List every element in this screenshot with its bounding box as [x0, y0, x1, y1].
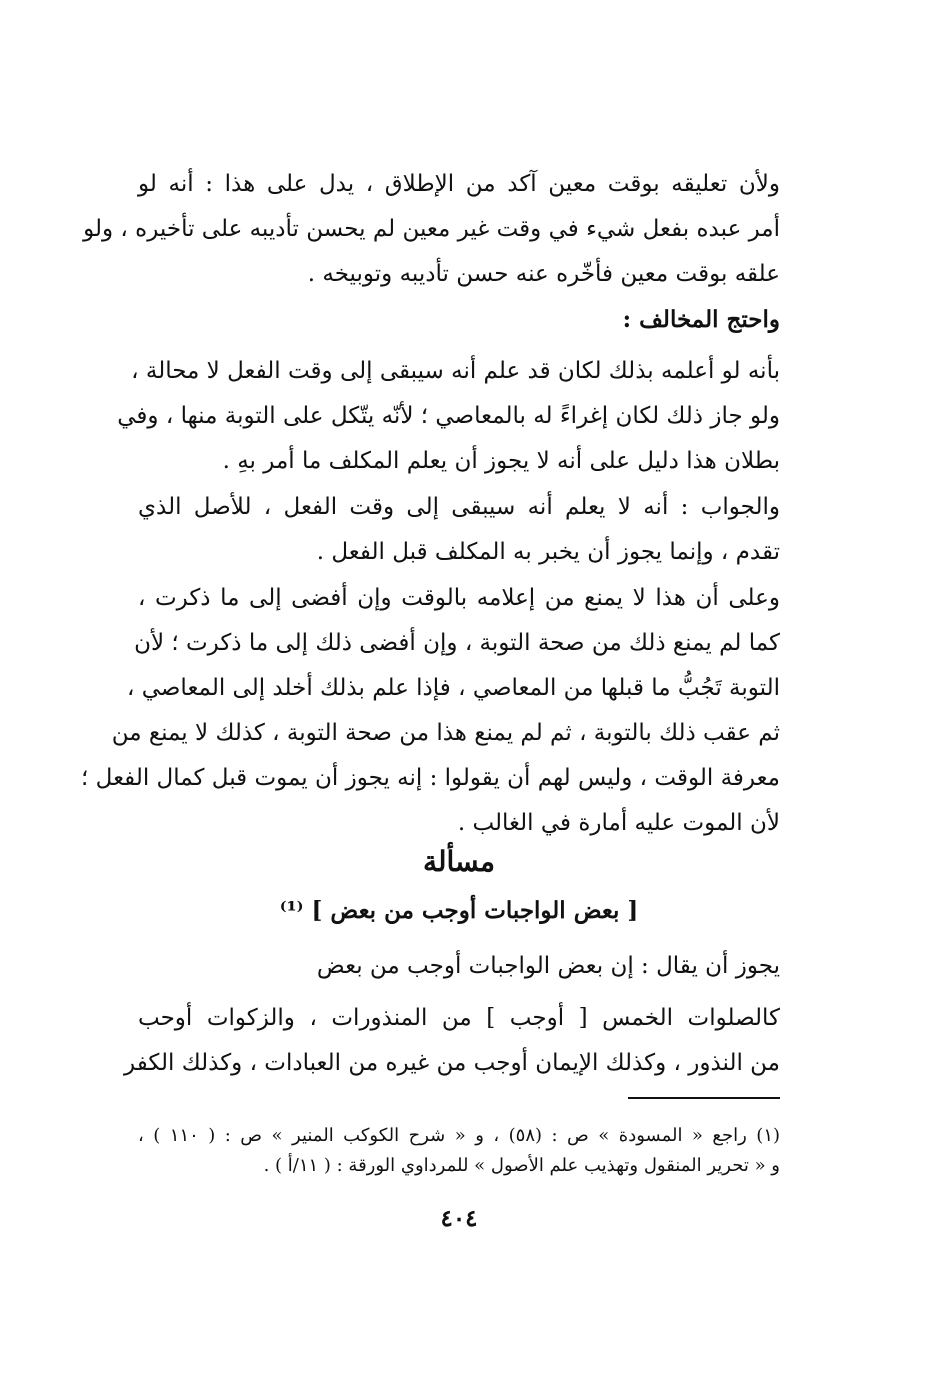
text-line: معرفة الوقت ، وليس لهم أن يقولوا : إنه يجوز أن يموت قبل كمال الفعل ؛	[81, 765, 780, 791]
text-line: ثم عقب ذلك بالتوبة ، ثم لم يمنع هذا من صحة التوبة ، كذلك لا يمنع من	[111, 720, 780, 746]
paragraph-answer	[138, 485, 780, 575]
text-line: أمر عبده بفعل شيء في وقت غير معين لم يحسن تأديبه على تأخيره ، ولو	[83, 216, 780, 242]
heading-text: واحتج المخالف :	[622, 306, 780, 333]
footnote	[138, 1121, 780, 1181]
text-line: كالصلوات الخمس [ أوجب ] من المنذورات ، والزكوات أوحب	[138, 1005, 780, 1031]
section-subtitle: [ بعض الواجبات أوجب من بعض ] ⁽¹⁾	[279, 897, 639, 924]
text-line: وعلى أن هذا لا يمنع من إعلامه بالوقت وإن أفضى إلى ما ذكرت ،	[138, 585, 780, 611]
text-line: علقه بوقت معين فأخّره عنه حسن تأديبه وتوبيخه .	[307, 261, 780, 287]
text-line: تقدم ، وإنما يجوز أن يخبر به المكلف قبل الفعل .	[316, 539, 780, 565]
paragraph-statement	[138, 944, 780, 989]
paragraph-rebuttal	[81, 576, 780, 846]
text-line: لأن الموت عليه أمارة في الغالب .	[457, 810, 780, 836]
paragraph-opponent-argument	[117, 349, 780, 484]
text-line: يجوز أن يقال : إن بعض الواجبات أوجب من بعض	[316, 953, 780, 979]
text-line: التوبة تَجُبُّ ما قبلها من المعاصي ، فإذا علم بذلك أخلد إلى المعاصي ،	[127, 675, 780, 701]
footnote-divider	[628, 1097, 780, 1099]
text-line: كما لم يمنع ذلك من صحة التوبة ، وإن أفضى ذلك إلى ما ذكرت ؛ لأن	[134, 630, 780, 656]
paragraph-timing	[83, 162, 780, 297]
text-line: ولو جاز ذلك لكان إغراءً له بالمعاصي ؛ لأنّه يتّكل على التوبة منها ، وفي	[117, 403, 780, 429]
text-line: والجواب : أنه لا يعلم أنه سيبقى إلى وقت الفعل ، للأصل الذي	[138, 494, 780, 520]
footnote-line: و « تحرير المنقول وتهذيب علم الأصول » للمرداوي الورقة : ( ١١/أ ) .	[263, 1155, 780, 1176]
opponent-heading	[138, 297, 780, 342]
text-line: ولأن تعليقه بوقت معين آكد من الإطلاق ، يدل على هذا : أنه لو	[138, 171, 780, 197]
text-line: من النذور ، وكذلك الإيمان أوجب من غيره من العبادات ، وكذلك الكفر	[124, 1050, 780, 1076]
section-title: مسألة	[422, 845, 496, 878]
text-line: بأنه لو أعلمه بذلك لكان قد علم أنه سيبقى إلى وقت الفعل لا محالة ،	[131, 358, 780, 384]
text-line: بطلان هذا دليل على أنه لا يجوز أن يعلم المكلف ما أمر بهِ .	[222, 448, 780, 474]
footnote-line: (١) راجع « المسودة » ص : (٥٨) ، و « شرح الكوكب المنير » ص : ( ١١٠ ) ،	[138, 1125, 781, 1146]
paragraph-examples	[124, 996, 780, 1086]
page-number: ٤٠٤	[440, 1205, 478, 1232]
